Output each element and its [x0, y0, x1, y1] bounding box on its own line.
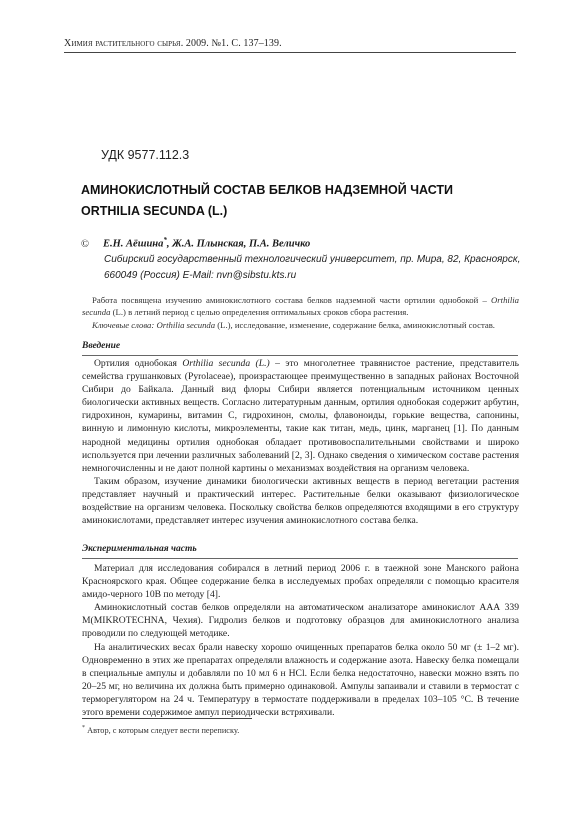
- article-title: АМИНОКИСЛОТНЫЙ СОСТАВ БЕЛКОВ НАДЗЕМНОЙ ЧАСТИ ORTHILIA SECUNDA (L.): [81, 183, 454, 218]
- paragraph-text: – это многолетнее травянистое растение, представитель семейства грушанковых (Pyrolaceae), произрастающее преимущественно в западных районах Восточной Сибири до Байкала. Данный вид флоры Сибири является потенциальным источником ценных биологически активных веществ. Согласно литературным данным, ортилия однобокая содержит арбутин, гидрохинон, кумарины, витамин С, гидрохинон, смолы, флавоноиды, горькие вещества, сапонины, винную и лимонную кислоты, микроэлементы, такие как титан, медь, цинк, марганец [1]. По данным народной медицины ортилия однобокая обладает противовоспалительными свойствами и широко используется при лечении различных заболеваний [2, 3]. Однако сведения о химическом составе растения немногочисленны и не дают полной картины о механизмах воздействия на организм человека.: [82, 358, 520, 474]
- experimental-body: [82, 562, 519, 719]
- section-heading-introduction: Введение: [82, 341, 121, 351]
- abstract-text: Работа посвящена изучению аминокислотного состава белков надземной части ортилии однобокой –: [92, 295, 491, 305]
- running-header: [64, 38, 519, 49]
- affiliation: Сибирский государственный технологический университет, пр. Мира, 82, Красноярск, 660049 (Россия) E-Mail: nvn@sibstu.kts.ru: [104, 254, 521, 281]
- keywords: [82, 319, 519, 331]
- paragraph: Таким образом, изучение динамики биологически активных веществ в период вегетации растения представляет научный и практический интерес. Растительные белки оказывают физиологическое воздействие на организм человека. Поскольку свойства белков определяются входящими в его структуру аминокислотами, представляет интерес изучения аминокислотного состава белка.: [82, 475, 519, 527]
- paragraph: Материал для исследования собирался в летний период 2006 г. в таежной зоне Манского района Красноярского края. Общее содержание белка в исследуемых пробах определяли с помощью красителя амидо-черного 10В по методу [4].: [82, 563, 519, 601]
- journal-name: Химия растительного сырья: [64, 38, 181, 49]
- authors-line: [81, 236, 501, 250]
- introduction-body: [82, 357, 519, 527]
- paragraph: Аминокислотный состав белков определяли на автоматическом анализаторе аминокислот ААА 339 М(MIKROTECHNA, Чехия). Гидролиз белков и подготовку образцов для аминокислотного анализа проводили по следующей методике.: [82, 602, 519, 640]
- keywords-label: Ключевые слова:: [92, 320, 155, 330]
- species-name: Orthilia secunda (L.): [182, 358, 270, 369]
- paragraph-text: Ортилия однобокая: [94, 358, 183, 369]
- paragraph: [82, 357, 519, 475]
- section-heading-experimental: Экспериментальная часть: [82, 544, 197, 554]
- footnote: [82, 725, 519, 735]
- keywords-text: (L.), исследование, изменение, содержание белка, аминокислотный состав.: [215, 320, 495, 330]
- abstract-text-end: (L.) в летний период с целью определения оптимальных сроков сбора растения.: [110, 307, 409, 317]
- co-authors: , Ж.А. Плынская, П.А. Величко: [166, 238, 311, 250]
- corresponding-author: Е.Н. Аёшина: [103, 238, 164, 250]
- copyright-sign: ©: [81, 238, 89, 250]
- section-rule: [82, 355, 518, 356]
- udc-code: УДК 9577.112.3: [101, 148, 190, 162]
- footnote-rule: [82, 718, 252, 719]
- abstract: [82, 294, 519, 318]
- footnote-text: Автор, с которым следует вести переписку.: [85, 725, 240, 735]
- footnote-mark: *: [82, 725, 85, 731]
- section-rule: [82, 558, 518, 559]
- header-rule: [64, 52, 516, 53]
- paragraph: На аналитических весах брали навеску хорошо очищенных препаратов белка около 50 мг (± 1–2 мг). Одновременно в этих же препаратах определяли влажность и содержание азота. Навеску белка помещали в специальные ампулы и добавляли по 10 мл 6 н HCl. Если белка недостаточно, навески можно взять по 20–25 мг, но величина их должна быть примерно одинаковой. Ампулы запаивали и ставили в термостат с терморегулятором на 24 ч. Температуру в термостате поддерживали в пределах 103–105 °С. В течение этого времени содержимое ампул периодически встряхивали.: [82, 641, 519, 719]
- abstract-species: Orthilia secunda: [82, 295, 519, 317]
- journal-citation: . 2009. №1. С. 137–139.: [180, 38, 282, 49]
- footnote-marker: *: [163, 236, 167, 244]
- keywords-species: Orthilia secunda: [156, 320, 216, 330]
